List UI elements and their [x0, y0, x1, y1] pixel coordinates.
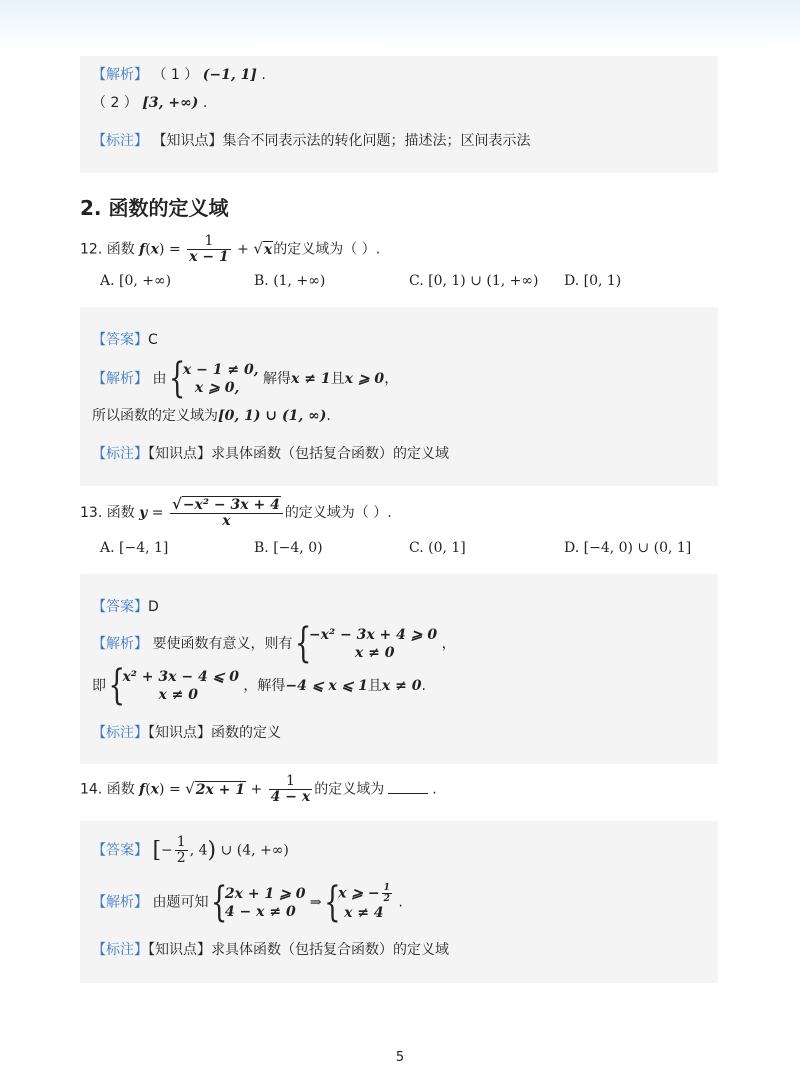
fraction: $\frac{1}{4 - x}$ [270, 773, 311, 805]
equation-system: { 2x + 1 ⩾ 0 4 − x ≠ 0 [210, 878, 306, 927]
answer-line: 【答案】D [92, 599, 159, 615]
analysis-line-1: 【解析】 （ 1 ） (−1, 1] . [92, 67, 266, 83]
analysis-line-1: 【解析】 要使函数有意义，则有 { −x² − 3x + 4 ⩾ 0 x ≠ 0 ， [92, 620, 456, 668]
equation-system: { x − 1 ≠ 0, x ⩾ 0, [168, 355, 259, 403]
equation-system: { x ⩾ − $\frac{1}{2}$ x ≠ 4 [324, 878, 390, 927]
option-a[interactable]: A. [0, +∞) [100, 273, 172, 289]
analysis-line-2: （ 2 ） [3, +∞) . [92, 95, 208, 111]
analysis-tag: 【解析】 [92, 67, 148, 83]
option-d[interactable]: D. [−4, 0) ∪ (0, 1] [564, 540, 692, 556]
fill-blank[interactable] [388, 793, 428, 794]
question-12: 12. 函数 f(x) = $\frac{1}{x - 1}$ + √x的定义域为（ ）. [80, 233, 381, 265]
question-13: 13. 函数 y = $\frac{\text{√−x² − 3x + 4}}{x}$ 的定义域为（ ）. [80, 495, 392, 529]
note-line: 【标注】【知识点】求具体函数（包括复合函数）的定义域 [92, 942, 449, 958]
answer-line: 【答案】 [− $\frac{1}{2}$ , 4) ∪ (4, +∞) [92, 834, 289, 866]
option-c[interactable]: C. [0, 1) ∪ (1, +∞) [409, 273, 539, 289]
option-c[interactable]: C. (0, 1] [409, 540, 466, 556]
option-b[interactable]: B. (1, +∞) [254, 273, 326, 289]
equation-system: { −x² − 3x + 4 ⩾ 0 x ≠ 0 [294, 620, 438, 668]
section-title: 2. 函数的定义域 [80, 196, 229, 220]
fraction: $\frac{\text{√−x² − 3x + 4}}{x}$ [170, 497, 283, 529]
option-d[interactable]: D. [0, 1) [564, 273, 622, 289]
analysis-line-2: 即 { x² + 3x − 4 ⩽ 0 x ≠ 0 ，解得−4 ⩽ x ⩽ 1且x ≠ 0. [92, 662, 426, 710]
note-line: 【标注】 【知识点】集合不同表示法的转化问题；描述法；区间表示法 [92, 133, 531, 149]
note-tag: 【标注】 [92, 133, 148, 149]
answer-box-q12 [80, 307, 718, 486]
question-14: 14. 函数 f(x) = √2x + 1 + $\frac{1}{4 - x}$ 的定义域为 . [80, 773, 437, 805]
analysis-line-1: 【解析】 由 { x − 1 ≠ 0, x ⩾ 0, 解得x ≠ 1且x ⩾ 0， [92, 355, 399, 403]
analysis-box-q11 [80, 56, 718, 173]
answer-box-q13 [80, 574, 718, 764]
note-line: 【标注】【知识点】函数的定义 [92, 725, 281, 741]
analysis-line-1: 【解析】 由题可知 { 2x + 1 ⩾ 0 4 − x ≠ 0 ⇒ { x ⩾ − $\frac{1}{2}$ x ≠ 4 . [92, 878, 403, 927]
equation-system: { x² + 3x − 4 ⩽ 0 x ≠ 0 [108, 662, 239, 710]
fraction: $\frac{1}{x - 1}$ [189, 233, 229, 265]
header-band [0, 0, 800, 48]
page-number: 5 [395, 1050, 405, 1065]
answer-line: 【答案】C [92, 332, 158, 348]
option-b[interactable]: B. [−4, 0) [254, 540, 323, 556]
analysis-line-2: 所以函数的定义域为[0, 1) ∪ (1, ∞). [92, 408, 331, 424]
option-a[interactable]: A. [−4, 1] [100, 540, 169, 556]
answer-box-q14 [80, 821, 718, 983]
note-line: 【标注】【知识点】求具体函数（包括复合函数）的定义域 [92, 446, 449, 462]
